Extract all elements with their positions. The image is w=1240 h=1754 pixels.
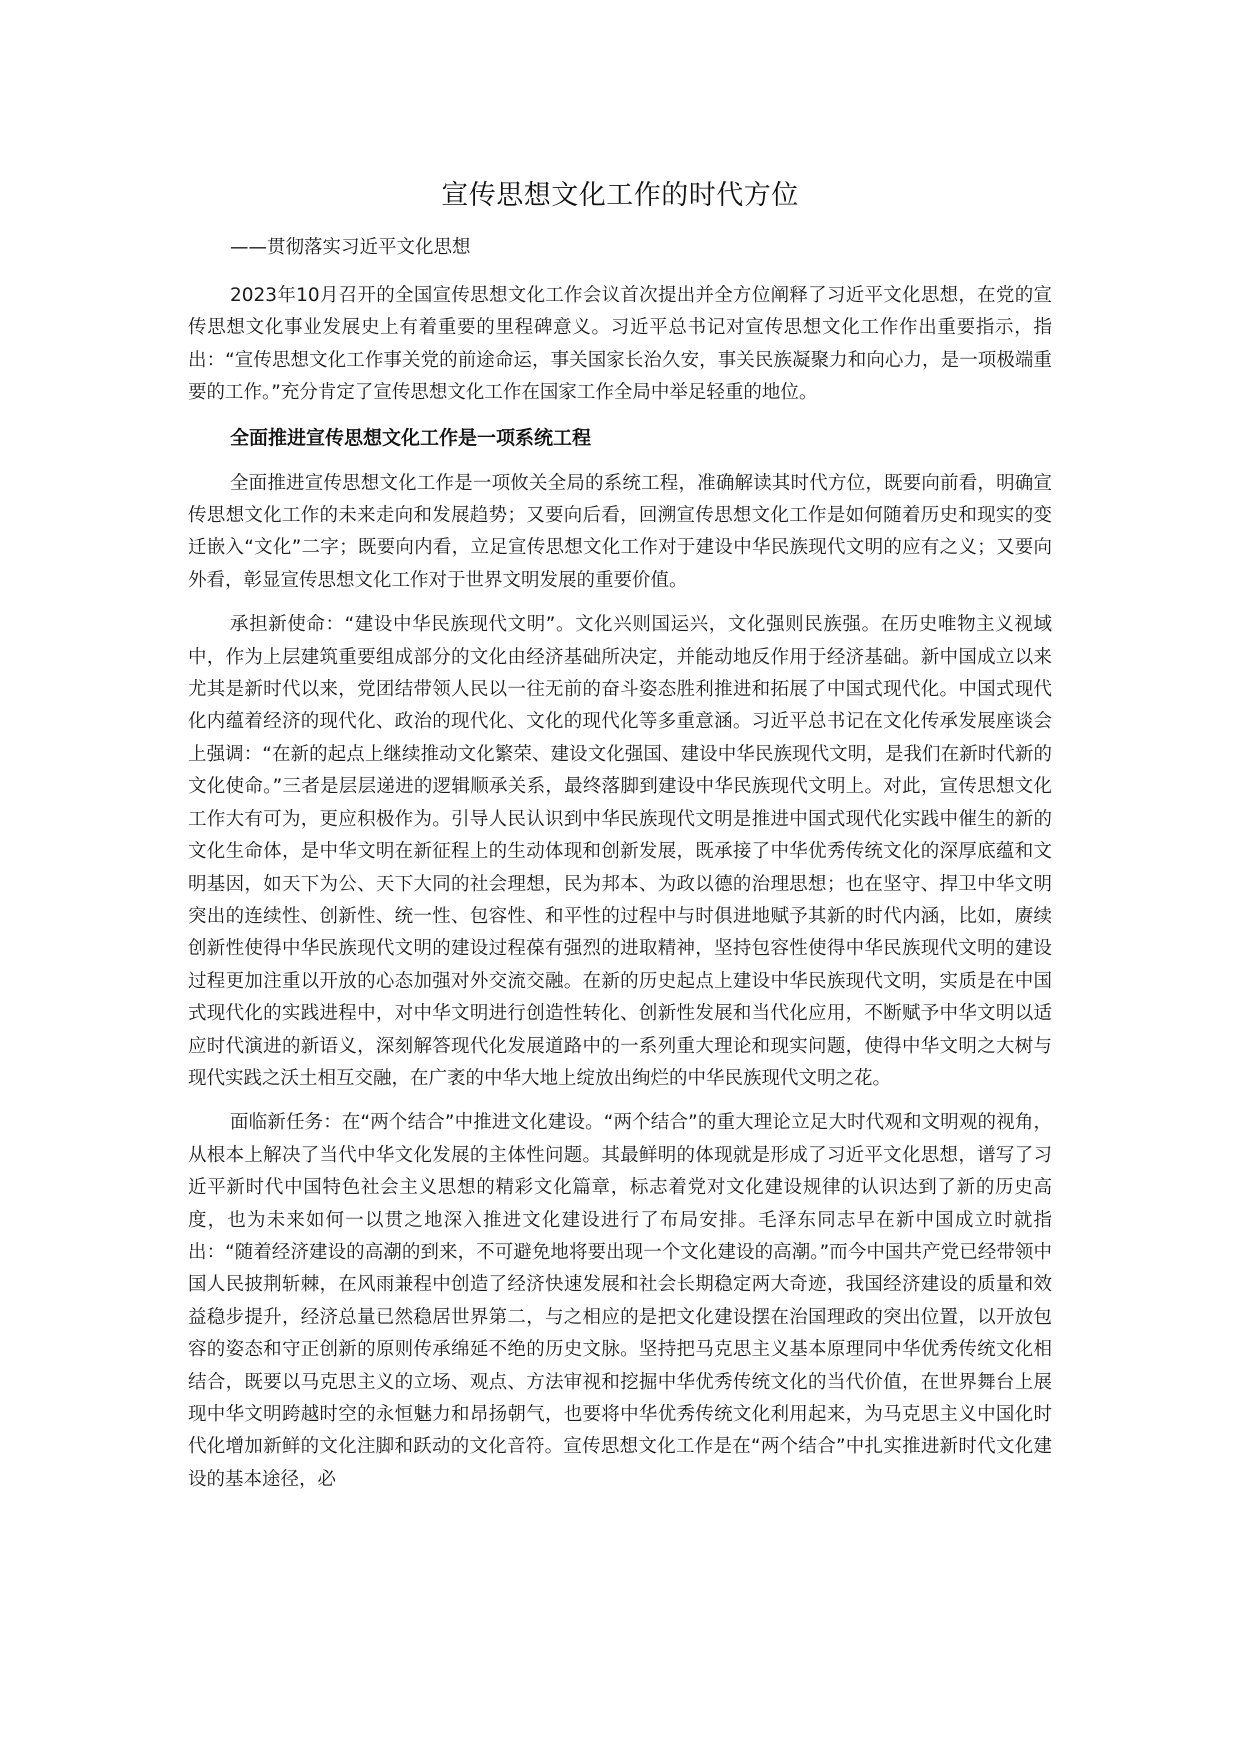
section-heading: 全面推进宣传思想文化工作是一项系统工程 [230,426,592,449]
body-paragraph-3: 面临新任务：在“两个结合”中推进文化建设。“两个结合”的重大理论立足大时代观和文明观的视角，从根本上解决了当代中华文化发展的主体性问题。其最鲜明的体现就是形成了习近平文化思想，谱写了习近平新时代中国特色社会主义思想的精彩文化篇章，标志着党对文化建设规律的认识达到了新的历史高度，也为未来如何一以贯之地深入推进文化建设进行了布局安排。毛泽东同志早在新中国成立时就指出：“随着经济建设的高潮的到来，不可避免地将要出现一个文化建设的高潮。”而今中国共产党已经带领中国人民披荆斩棘，在风雨兼程中创造了经济快速发展和社会长期稳定两大奇迹，我国经济建设的质量和效益稳步提升，经济总量已然稳居世界第二，与之相应的是把文化建设摆在治国理政的突出位置，以开放包容的姿态和守正创新的原则传承绵延不绝的历史文脉。坚持把马克思主义基本原理同中华优秀传统文化相结合，既要以马克思主义的立场、观点、方法审视和挖掘中华优秀传统文化的当代价值，在世界舞台上展现中华文明跨越时空的永恒魅力和昂扬朝气，也要将中华优秀传统文化利用起来，为马克思主义中国化时代化增加新鲜的文化注脚和跃动的文化音符。宣传思想文化工作是在“两个结合”中扎实推进新时代文化建设的基本途径，必 [188,1112,1052,1490]
page-subtitle: ——贯彻落实习近平文化思想 [230,237,471,258]
article-body [188,280,1052,1508]
page-title: 宣传思想文化工作的时代方位 [441,180,799,211]
body-paragraph-1: 全面推进宣传思想文化工作是一项攸关全局的系统工程，准确解读其时代方位，既要向前看，明确宣传思想文化工作的未来走向和发展趋势；又要向后看，回溯宣传思想文化工作是如何随着历史和现实的变迁嵌入“文化”二字；既要向内看，立足宣传思想文化工作对于建设中华民族现代文明的应有之义；又要向外看，彰显宣传思想文化工作对于世界文明发展的重要价值。 [188,472,1052,591]
body-paragraph-2: 承担新使命：“建设中华民族现代文明”。文化兴则国运兴，文化强则民族强。在历史唯物主义视域中，作为上层建筑重要组成部分的文化由经济基础所决定，并能动地反作用于经济基础。新中国成立以来尤其是新时代以来，党团结带领人民以一往无前的奋斗姿态胜利推进和拓展了中国式现代化。中国式现代化内蕴着经济的现代化、政治的现代化、文化的现代化等多重意涵。习近平总书记在文化传承发展座谈会上强调：“在新的起点上继续推动文化繁荣、建设文化强国、建设中华民族现代文明，是我们在新时代新的文化使命。”三者是层层递进的逻辑顺承关系，最终落脚到建设中华民族现代文明上。对此，宣传思想文化工作大有可为，更应积极作为。引导人民认识到中华民族现代文明是推进中国式现代化实践中催生的新的文化生命体，是中华文明在新征程上的生动体现和创新发展，既承接了中华优秀传统文化的深厚底蕴和文明基因，如天下为公、天下大同的社会理想，民为邦本、为政以德的治理思想；也在坚守、捍卫中华文明突出的连续性、创新性、统一性、包容性、和平性的过程中与时俱进地赋予其新的时代内涵，比如，赓续创新性使得中华民族现代文明的建设过程葆有强烈的进取精神，坚持包容性使得中华民族现代文明的建设过程更加注重以开放的心态加强对外交流交融。在新的历史起点上建设中华民族现代文明，实质是在中国式现代化的实践进程中，对中华文明进行创造性转化、创新性发展和当代化应用，不断赋予中华文明以适应时代演进的新语义，深刻解答现代化发展道路中的一系列重大理论和现实问题，使得中华文明之大树与现代实践之沃土相互交融，在广袤的中华大地上绽放出绚烂的中华民族现代文明之花。 [188,614,1052,1089]
intro-paragraph: 2023年10月召开的全国宣传思想文化工作会议首次提出并全方位阐释了习近平文化思想，在党的宣传思想文化事业发展史上有着重要的里程碑意义。习近平总书记对宣传思想文化工作作出重要指示，指出：“宣传思想文化工作事关党的前途命运，事关国家长治久安，事关民族凝聚力和向心力，是一项极端重要的工作。”充分肯定了宣传思想文化工作在国家工作全局中举足轻重的地位。 [188,285,1052,404]
